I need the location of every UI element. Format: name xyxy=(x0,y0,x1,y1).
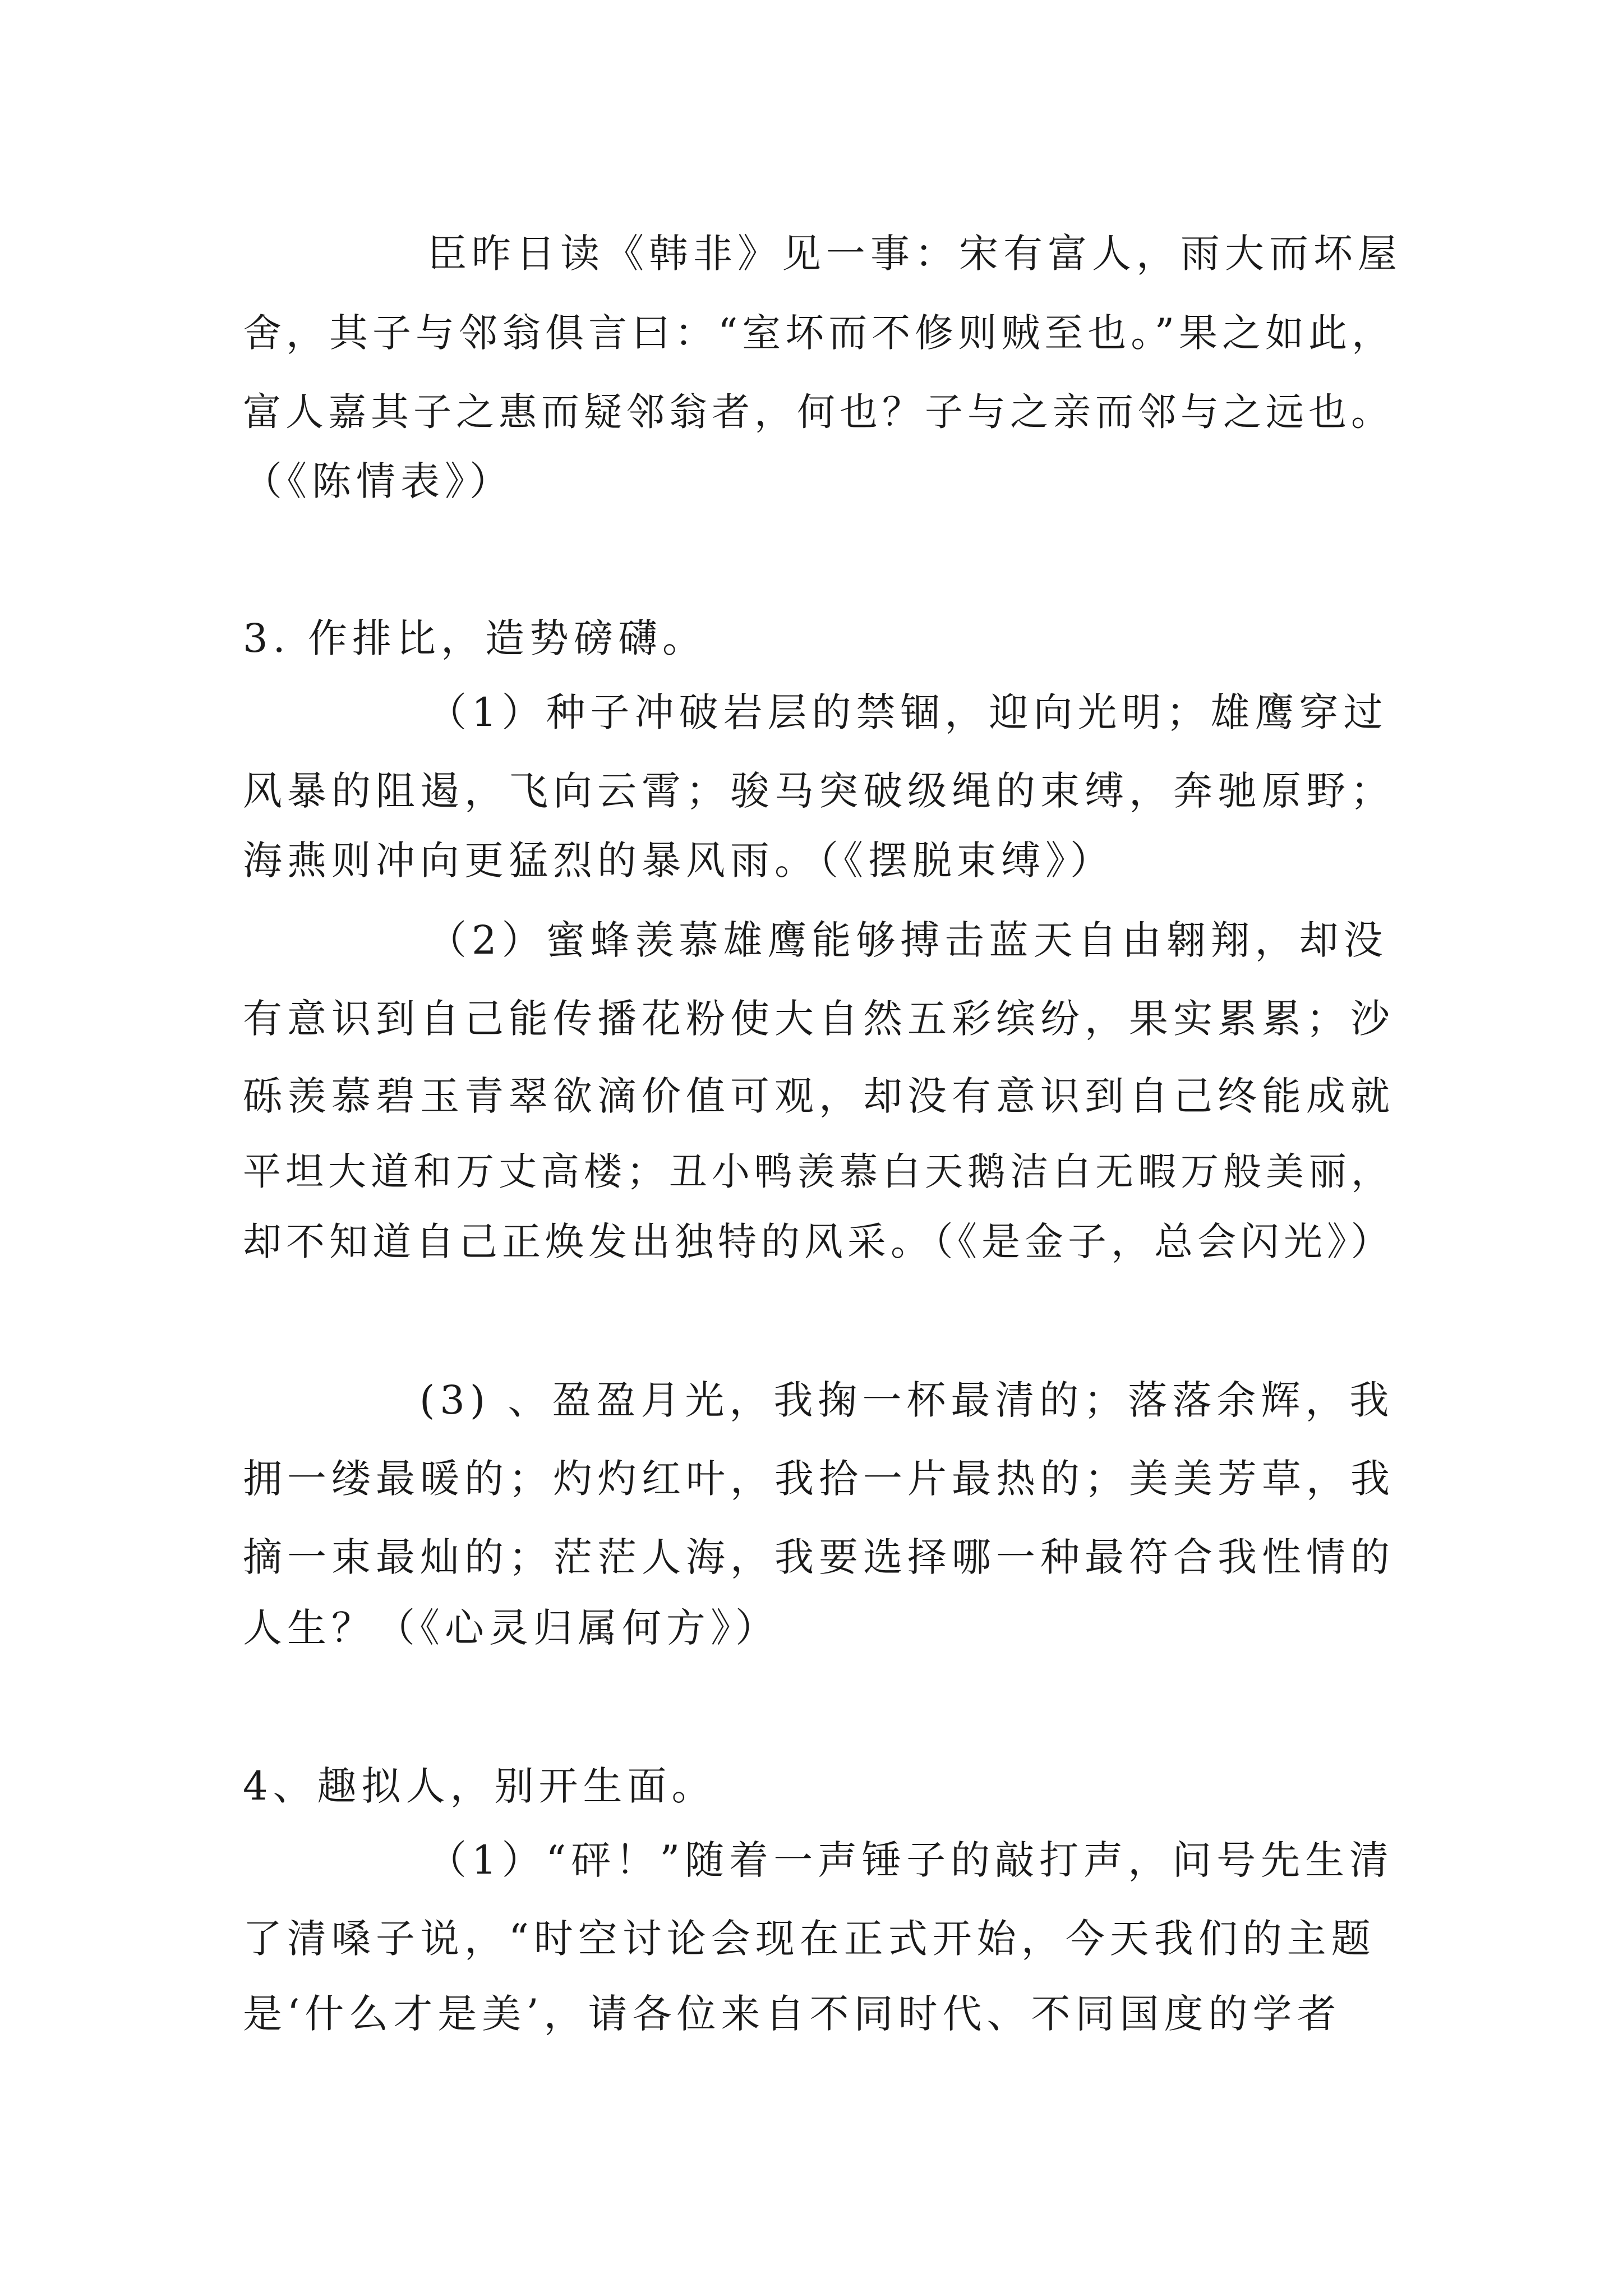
section-heading-4: 4、趣拟人，别开生面。 xyxy=(243,1763,716,1809)
paragraph-4-line-1: (3) 、盈盈月光，我掬一杯最清的；落落余辉，我 xyxy=(419,1377,1394,1423)
paragraph-3-line-2: 有意识到自己能传播花粉使大自然五彩缤纷，果实累累；沙 xyxy=(243,996,1395,1042)
paragraph-1-line-3: 富人嘉其子之惠而疑邻翁者，何也？子与之亲而邻与之远也。 xyxy=(243,390,1394,435)
paragraph-4-line-4: 人生？（《心灵归属何方》） xyxy=(243,1605,780,1651)
paragraph-5-line-2: 了清嗓子说，“时空讨论会现在正式开始，今天我们的主题 xyxy=(243,1916,1376,1962)
paragraph-1-line-4: （《陈情表》） xyxy=(243,458,514,504)
paragraph-5-line-1: （1）“砰！”随着一声锤子的敲打声，问号先生清 xyxy=(427,1837,1394,1883)
paragraph-1-line-1: 臣昨日读《韩非》见一事：宋有富人，雨大而坏屋 xyxy=(427,231,1402,277)
paragraph-2-line-2: 风暴的阻遏，飞向云霄；骏马突破级绳的束缚，奔驰原野； xyxy=(243,768,1395,814)
paragraph-3-line-3: 砾羡慕碧玉青翠欲滴价值可观，却没有意识到自己终能成就 xyxy=(243,1073,1395,1119)
paragraph-4-line-2: 拥一缕最暖的；灼灼红叶，我拾一片最热的；美美芳草，我 xyxy=(243,1456,1395,1502)
paragraph-1-line-2: 舍，其子与邻翁俱言曰：“室坏而不修则贼至也。”果之如此， xyxy=(243,311,1395,356)
section-heading-3: 3. 作排比，造势磅礴。 xyxy=(243,615,707,661)
paragraph-3-line-4: 平坦大道和万丈高楼；丑小鸭羡慕白天鹅洁白无暇万般美丽， xyxy=(243,1150,1394,1194)
paragraph-5-line-3: 是‘什么才是美’，请各位来自不同时代、不同国度的学者 xyxy=(243,1991,1341,2037)
paragraph-2-line-1: （1）种子冲破岩层的禁锢，迎向光明；雄鹰穿过 xyxy=(427,689,1388,735)
paragraph-4-line-3: 摘一束最灿的；茫茫人海，我要选择哪一种最符合我性情的 xyxy=(243,1534,1395,1580)
paragraph-2-line-3: 海燕则冲向更猛烈的暴风雨。（《摆脱束缚》） xyxy=(243,838,1114,884)
paragraph-3-line-1: （2）蜜蜂羡慕雄鹰能够搏击蓝天自由翱翔，却没 xyxy=(427,917,1388,963)
paragraph-3-line-5: 却不知道自己正焕发出独特的风采。（《是金子，总会闪光》） xyxy=(243,1220,1394,1264)
